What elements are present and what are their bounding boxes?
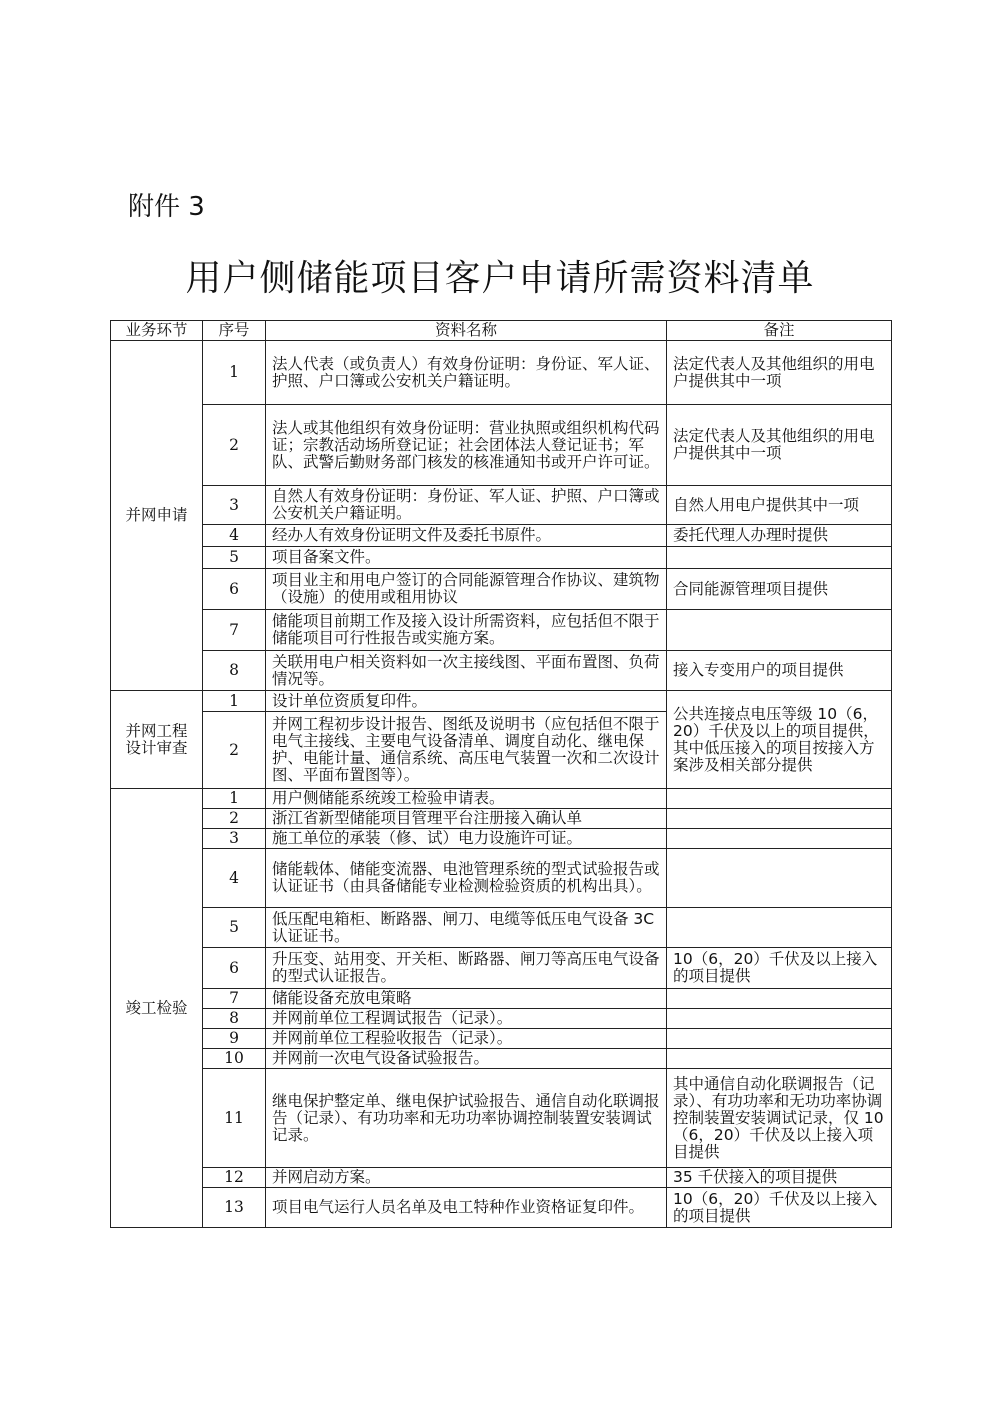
row-note: 委托代理人办理时提供: [667, 525, 892, 547]
material-name: 施工单位的承装（修、试）电力设施许可证。: [266, 829, 667, 849]
table-row: [111, 1009, 892, 1029]
stage-line: 并网工程: [125, 721, 188, 740]
material-name: 法人代表（或负责人）有效身份证明：身份证、军人证、护照、户口簿或公安机关户籍证明。: [266, 341, 667, 405]
row-note: 其中通信自动化联调报告（记录）、有功功率和无功功率协调控制装置安装调试记录，仅 10（6，20）千伏及以上接入项目提供: [667, 1069, 892, 1168]
stage-cell: 竣工检验: [111, 789, 203, 1228]
stage-cell: [111, 691, 203, 789]
table-row: [111, 1029, 892, 1049]
header-stage: 业务环节: [111, 321, 203, 341]
row-note: 10（6，20）千伏及以上接入的项目提供: [667, 948, 892, 989]
row-number: 6: [203, 948, 266, 989]
material-name: 储能载体、储能变流器、电池管理系统的型式试验报告或认证证书（由具备储能专业检测检验资质的机构出具）。: [266, 849, 667, 908]
row-note: [667, 809, 892, 829]
header-number: 序号: [203, 321, 266, 341]
table-row: [111, 989, 892, 1009]
material-name: 法人或其他组织有效身份证明：营业执照或组织机构代码证；宗教活动场所登记证；社会团体法人登记证书；军队、武警后勤财务部门核发的核准通知书或开户许可证。: [266, 405, 667, 486]
row-number: 4: [203, 849, 266, 908]
row-number: 1: [203, 789, 266, 809]
material-name: 浙江省新型储能项目管理平台注册接入确认单: [266, 809, 667, 829]
row-number: 13: [203, 1188, 266, 1228]
row-note: 公共连接点电压等级 10（6，20）千伏及以上的项目提供，其中低压接入的项目按接入方案涉及相关部分提供: [667, 691, 892, 789]
table-row: [111, 789, 892, 809]
attachment-label: 附件 3: [128, 192, 205, 222]
table-row: [111, 610, 892, 651]
table-row: [111, 405, 892, 486]
table-row: [111, 829, 892, 849]
table-row: [111, 908, 892, 948]
table-row: [111, 691, 892, 712]
row-number: 4: [203, 525, 266, 547]
table-row: [111, 569, 892, 610]
row-number: 8: [203, 651, 266, 691]
row-note: 接入专变用户的项目提供: [667, 651, 892, 691]
row-number: 1: [203, 341, 266, 405]
material-name: 储能项目前期工作及接入设计所需资料，应包括但不限于储能项目可行性报告或实施方案。: [266, 610, 667, 651]
material-name: 并网前一次电气设备试验报告。: [266, 1049, 667, 1069]
row-number: 7: [203, 610, 266, 651]
material-name: 并网工程初步设计报告、图纸及说明书（应包括但不限于电气主接线、主要电气设备清单、调度自动化、继电保护、电能计量、通信系统、高压电气装置一次和二次设计图、平面布置图等）。: [266, 712, 667, 789]
table-row: [111, 809, 892, 829]
material-name: 经办人有效身份证明文件及委托书原件。: [266, 525, 667, 547]
row-number: 12: [203, 1168, 266, 1188]
table-row: [111, 1069, 892, 1168]
material-name: 项目业主和用电户签订的合同能源管理合作协议、建筑物（设施）的使用或租用协议: [266, 569, 667, 610]
material-name: 项目备案文件。: [266, 547, 667, 569]
header-notes: 备注: [667, 321, 892, 341]
table-header-row: [111, 321, 892, 341]
row-number: 2: [203, 809, 266, 829]
row-note: [667, 789, 892, 809]
material-name: 并网启动方案。: [266, 1168, 667, 1188]
material-name: 升压变、站用变、开关柜、断路器、闸刀等高压电气设备的型式认证报告。: [266, 948, 667, 989]
material-name: 自然人有效身份证明：身份证、军人证、护照、户口簿或公安机关户籍证明。: [266, 486, 667, 525]
material-name: 低压配电箱柜、断路器、闸刀、电缆等低压电气设备 3C 认证证书。: [266, 908, 667, 948]
row-number: 8: [203, 1009, 266, 1029]
row-number: 3: [203, 829, 266, 849]
table-row: [111, 948, 892, 989]
stage-line: 设计审查: [125, 738, 188, 757]
table-row: [111, 486, 892, 525]
row-number: 9: [203, 1029, 266, 1049]
material-name: 项目电气运行人员名单及电工特种作业资格证复印件。: [266, 1188, 667, 1228]
material-name: 储能设备充放电策略: [266, 989, 667, 1009]
material-name: 并网前单位工程调试报告（记录）。: [266, 1009, 667, 1029]
row-number: 7: [203, 989, 266, 1009]
table-row: [111, 1049, 892, 1069]
table-row: [111, 1188, 892, 1228]
row-number: 2: [203, 712, 266, 789]
row-note: 10（6，20）千伏及以上接入的项目提供: [667, 1188, 892, 1228]
table-row: [111, 547, 892, 569]
row-note: 法定代表人及其他组织的用电户提供其中一项: [667, 405, 892, 486]
row-number: 5: [203, 547, 266, 569]
row-note: [667, 1009, 892, 1029]
row-number: 5: [203, 908, 266, 948]
row-note: [667, 547, 892, 569]
row-note: [667, 829, 892, 849]
row-note: [667, 908, 892, 948]
row-note: [667, 1049, 892, 1069]
row-note: 35 千伏接入的项目提供: [667, 1168, 892, 1188]
row-note: [667, 989, 892, 1009]
row-note: 自然人用电户提供其中一项: [667, 486, 892, 525]
table-row: [111, 651, 892, 691]
material-name: 继电保护整定单、继电保护试验报告、通信自动化联调报告（记录）、有功功率和无功功率协调控制装置安装调试记录。: [266, 1069, 667, 1168]
row-note: [667, 849, 892, 908]
material-name: 并网前单位工程验收报告（记录）。: [266, 1029, 667, 1049]
material-name: 关联用电户相关资料如一次主接线图、平面布置图、负荷情况等。: [266, 651, 667, 691]
row-note: 合同能源管理项目提供: [667, 569, 892, 610]
table-row: [111, 525, 892, 547]
row-note: [667, 610, 892, 651]
page-title: 用户侧储能项目客户申请所需资料清单: [185, 258, 815, 299]
stage-cell: 并网申请: [111, 341, 203, 691]
row-number: 6: [203, 569, 266, 610]
row-note: [667, 1029, 892, 1049]
row-number: 11: [203, 1069, 266, 1168]
row-number: 10: [203, 1049, 266, 1069]
material-name: 设计单位资质复印件。: [266, 691, 667, 712]
table-row: [111, 849, 892, 908]
table-row: [111, 1168, 892, 1188]
row-number: 3: [203, 486, 266, 525]
row-note: 法定代表人及其他组织的用电户提供其中一项: [667, 341, 892, 405]
material-name: 用户侧储能系统竣工检验申请表。: [266, 789, 667, 809]
header-material-name: 资料名称: [266, 321, 667, 341]
row-number: 2: [203, 405, 266, 486]
materials-table: [110, 320, 892, 1228]
table-row: [111, 341, 892, 405]
row-number: 1: [203, 691, 266, 712]
